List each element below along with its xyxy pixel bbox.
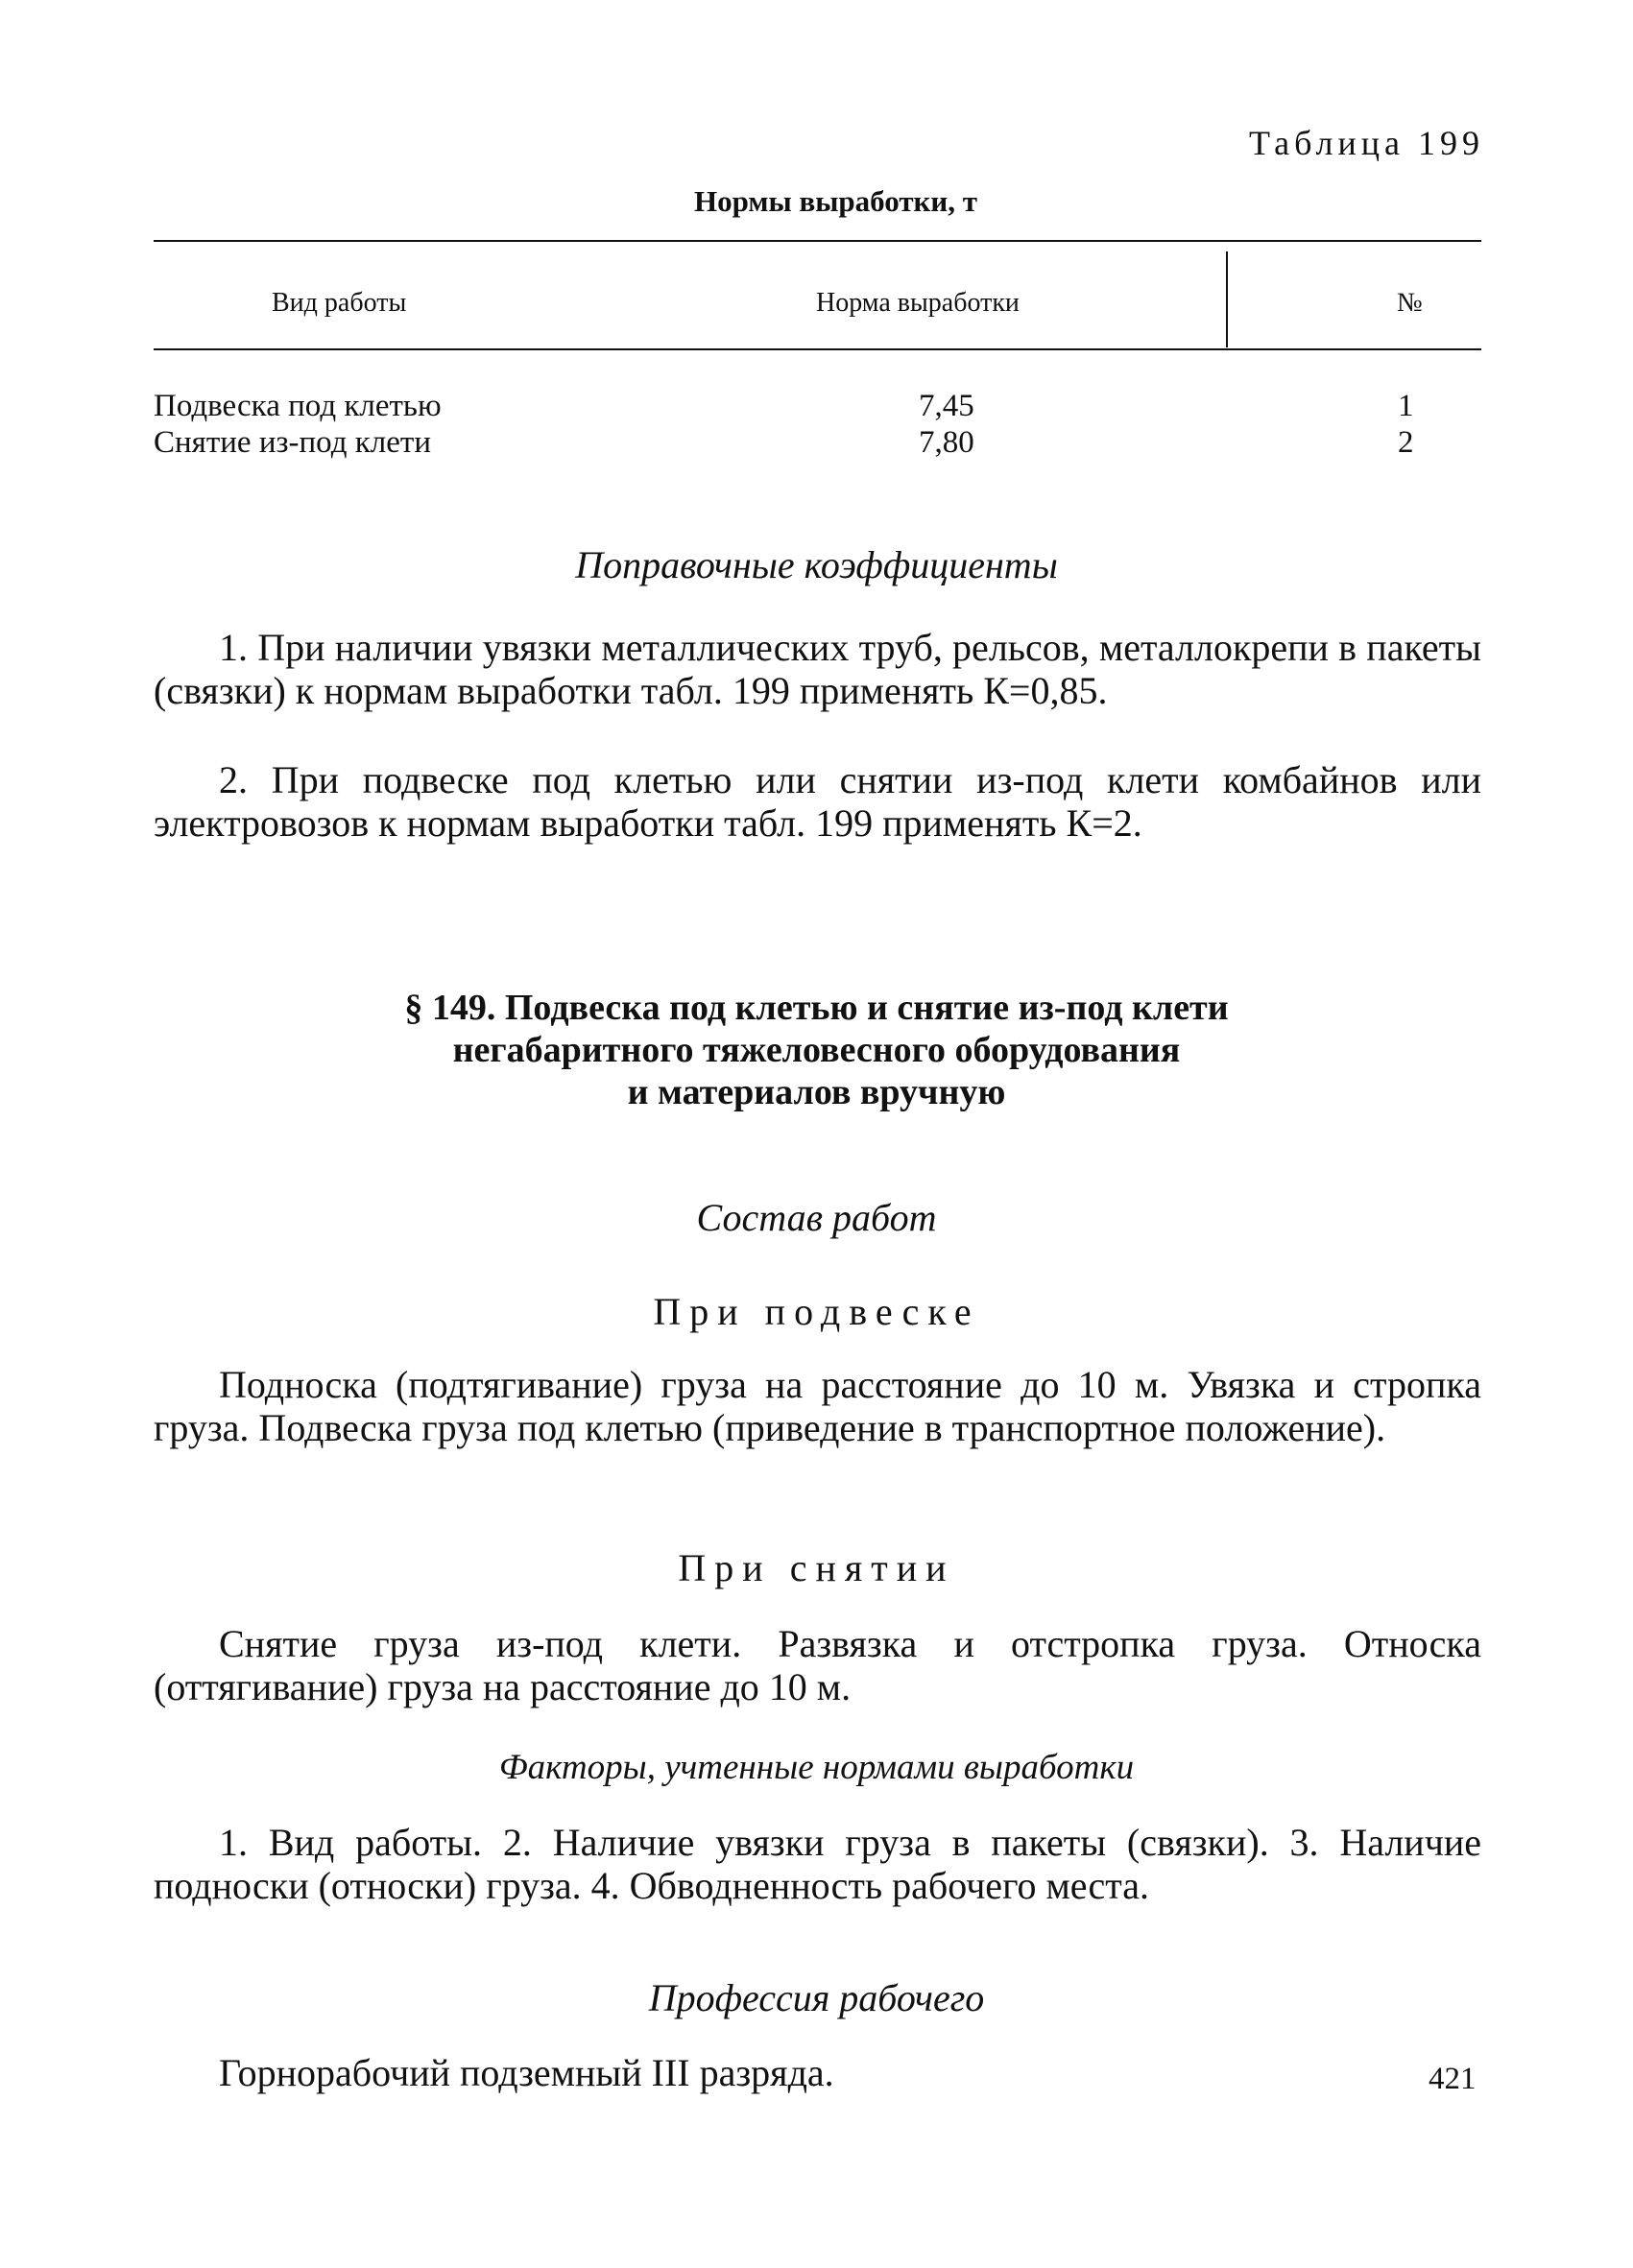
row-2-norm: 7,80 [919,425,974,460]
section-title-line-3: и материалов вручную [627,1072,1006,1112]
factors-text: 1. Вид работы. 2. Наличие увязки груза в пакеты (связки). 3. Наличие подноски (относки) груза. 4. Обводненность рабочего места. [154,1821,1481,1907]
header-work-type: Вид работы [272,288,407,318]
row-1-number: 1 [1398,389,1414,423]
table-top-rule [154,240,1481,242]
coefficient-item-1: 1. При наличии увязки металлических труб, рельсов, металлокрепи в пакеты (связки) к нормам выработки табл. 199 применять К=0,85. [154,626,1481,712]
table-label: Таблица 199 [1249,124,1484,162]
factors-heading: Факторы, учтенные нормами выработки [498,1748,1135,1787]
profession-text: Горнорабочий подземный III разряда. [219,2051,834,2094]
row-2-work: Снятие из-под клети [154,425,431,460]
coefficient-item-2: 2. При подвеске под клетью или снятии из-под клети комбайнов или электровозов к нормам выработки табл. 199 применять К=2. [154,758,1481,845]
header-number: № [1397,288,1423,318]
table-header-rule [154,348,1481,350]
section-title-line-2: негабаритного тяжеловесного оборудования [452,1030,1181,1070]
composition-heading: Состав работ [696,1196,937,1239]
coefficients-heading: Поправочные коэффициенты [575,543,1058,586]
table-title: Нормы выработки, т [694,184,977,218]
header-norm: Норма выработки [816,288,1020,318]
row-1-work: Подвеска под клетью [154,389,442,423]
removal-heading: При снятии [678,1546,955,1589]
removal-text: Снятие груза из-под клети. Развязка и отстропка груза. Относка (оттягивание) груза на расстояние до 10 м. [154,1622,1481,1708]
row-1-norm: 7,45 [919,389,974,423]
suspension-heading: При подвеске [653,1290,980,1333]
section-title [0,987,1633,1113]
table-column-divider [1226,251,1228,347]
page-number: 421 [1429,2062,1477,2096]
suspension-text: Подноска (подтягивание) груза на расстояние до 10 м. Увязка и стропка груза. Подвеска груза под клетью (приведение в транспортное положение). [154,1363,1481,1449]
section-title-line-1: § 149. Подвеска под клетью и снятие из-под клети [404,988,1229,1028]
profession-heading: Профессия рабочего [648,1976,985,2019]
row-2-number: 2 [1398,425,1414,460]
